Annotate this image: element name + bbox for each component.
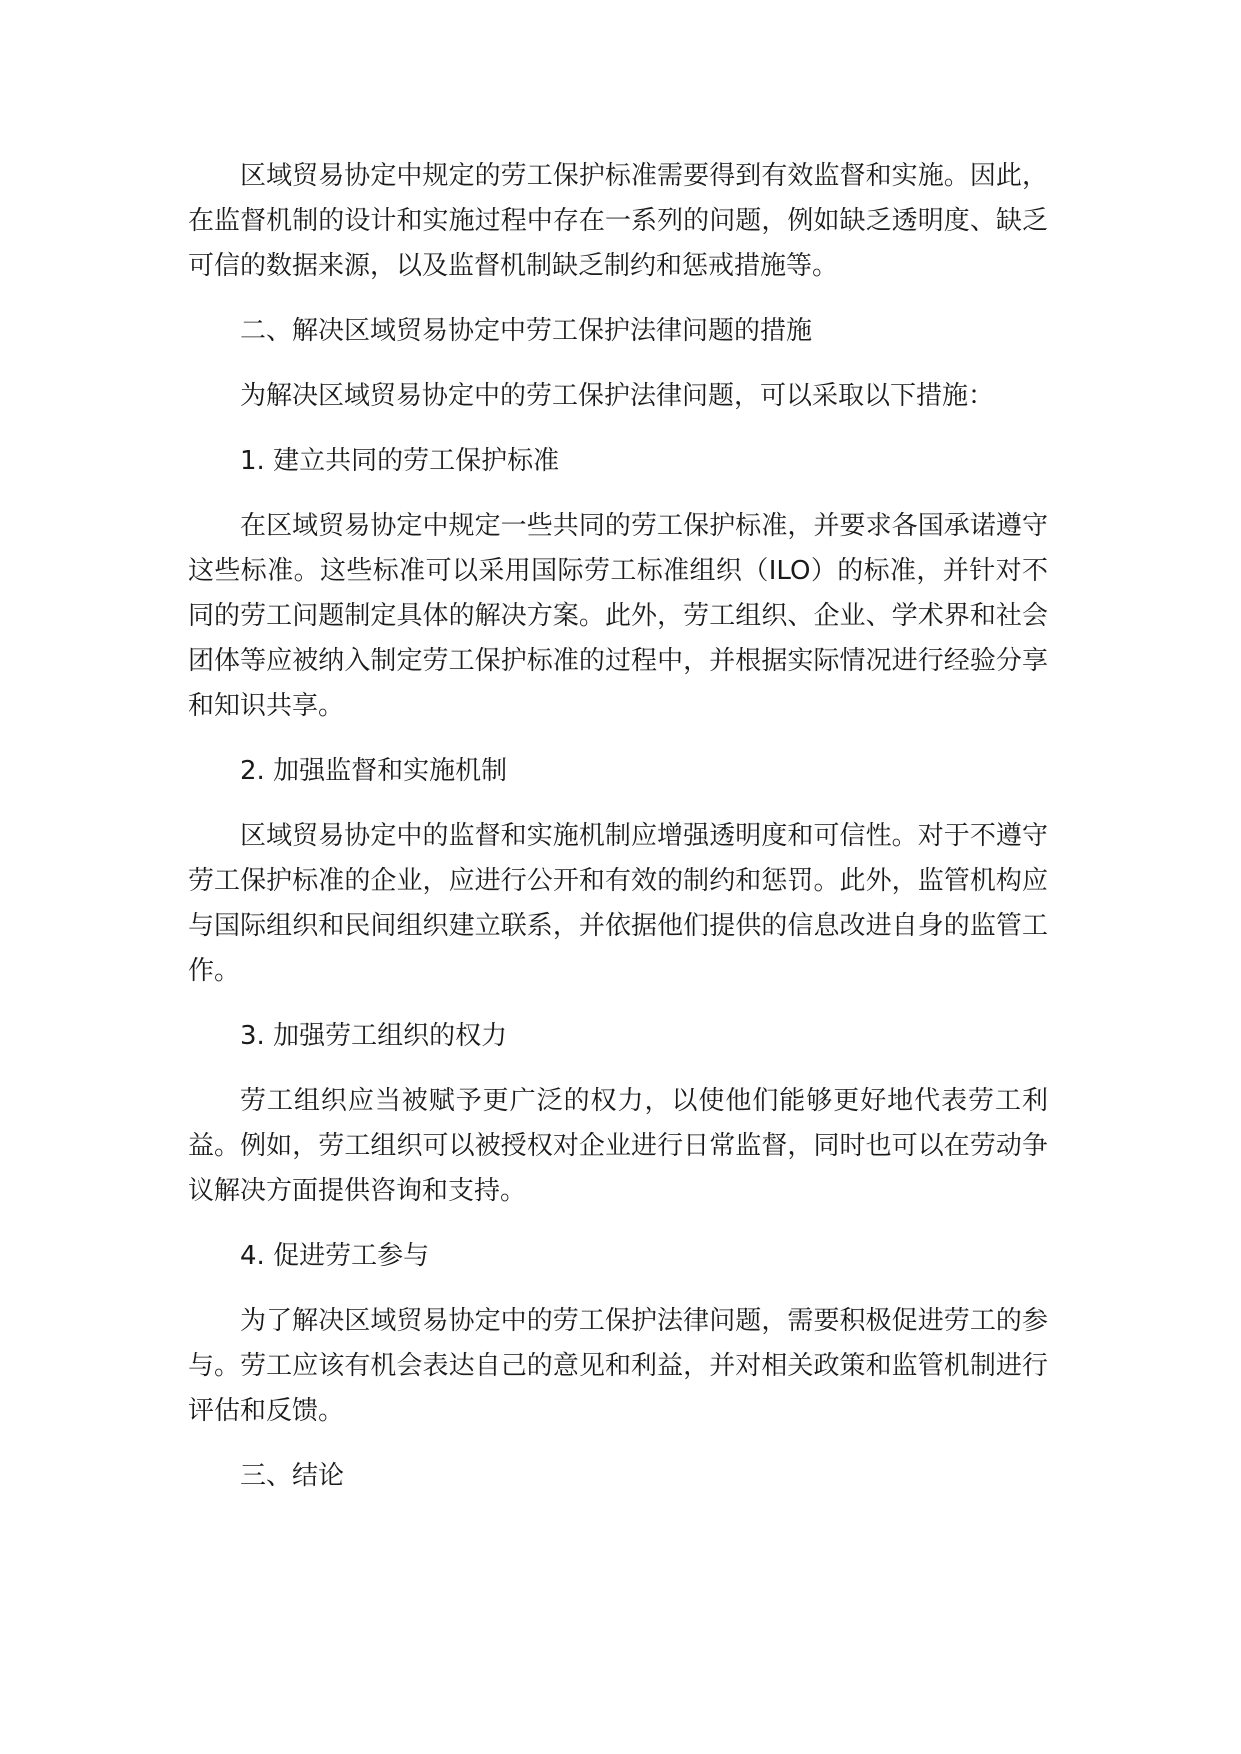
paragraph-labor-organizations: 劳工组织应当被赋予更广泛的权力，以使他们能够更好地代表劳工利益。例如，劳工组织可以被授权对企业进行日常监督，同时也可以在劳动争议解决方面提供咨询和支持。 bbox=[188, 1086, 1048, 1206]
subheading-labor-organizations: 3. 加强劳工组织的权力 bbox=[240, 1021, 508, 1051]
paragraph-supervision: 区域贸易协定中的监督和实施机制应增强透明度和可信性。对于不遵守劳工保护标准的企业，应进行公开和有效的制约和惩罚。此外，监管机构应与国际组织和民间组织建立联系，并依据他们提供的信息改进自身的监管工作。 bbox=[188, 821, 1048, 986]
subheading-common-standards: 1. 建立共同的劳工保护标准 bbox=[240, 446, 560, 476]
section-heading-measures: 二、解决区域贸易协定中劳工保护法律问题的措施 bbox=[240, 316, 813, 346]
paragraph-monitoring-issues: 区域贸易协定中规定的劳工保护标准需要得到有效监督和实施。因此，在监督机制的设计和实施过程中存在一系列的问题，例如缺乏透明度、缺乏可信的数据来源，以及监督机制缺乏制约和惩戒措施等。 bbox=[188, 161, 1048, 281]
paragraph-labor-participation: 为了解决区域贸易协定中的劳工保护法律问题，需要积极促进劳工的参与。劳工应该有机会表达自己的意见和利益，并对相关政策和监管机制进行评估和反馈。 bbox=[188, 1306, 1048, 1426]
document-body bbox=[188, 154, 1048, 1519]
subheading-labor-participation: 4. 促进劳工参与 bbox=[240, 1241, 430, 1271]
subheading-supervision: 2. 加强监督和实施机制 bbox=[240, 756, 508, 786]
section-heading-conclusion: 三、结论 bbox=[240, 1461, 345, 1491]
paragraph-common-standards: 在区域贸易协定中规定一些共同的劳工保护标准，并要求各国承诺遵守这些标准。这些标准可以采用国际劳工标准组织（ILO）的标准，并针对不同的劳工问题制定具体的解决方案。此外，劳工组织、企业、学术界和社会团体等应被纳入制定劳工保护标准的过程中，并根据实际情况进行经验分享和知识共享。 bbox=[188, 511, 1048, 721]
paragraph-measures-intro: 为解决区域贸易协定中的劳工保护法律问题，可以采取以下措施： bbox=[240, 381, 995, 411]
